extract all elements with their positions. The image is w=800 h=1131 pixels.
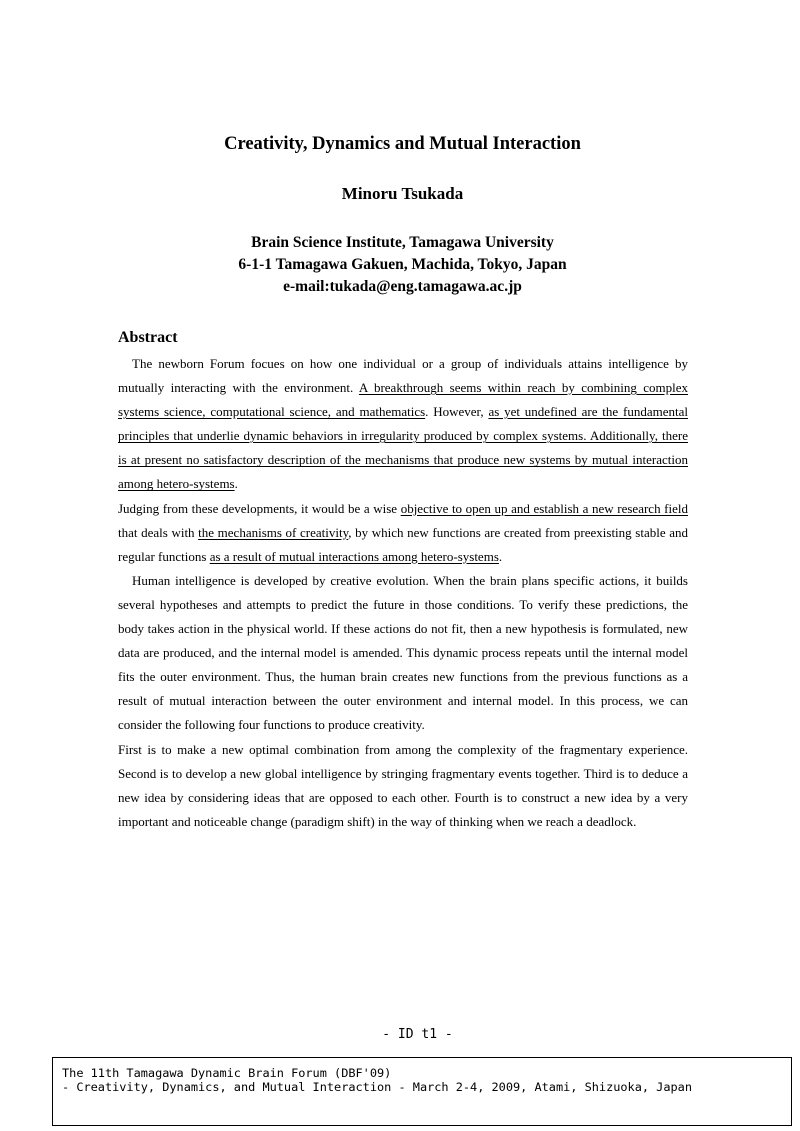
underlined-text: the mechanisms of creativity: [198, 524, 349, 540]
text-segment: Judging from these developments, it would be a wise: [118, 500, 401, 516]
text-segment: that deals with: [118, 524, 199, 540]
conference-footer: [52, 1057, 792, 1126]
abstract-paragraph: [118, 738, 688, 834]
affiliation-block: [0, 232, 800, 298]
abstract-heading: Abstract: [118, 329, 178, 346]
underlined-text: objective to open up and establish a new research field: [400, 500, 689, 516]
abstract-paragraph: [118, 352, 688, 497]
underlined-text: as a result of mutual interactions among hetero-systems: [209, 548, 499, 564]
author-name: Minoru Tsukada: [341, 184, 464, 203]
text-segment: .: [498, 548, 503, 564]
text-segment: First is to make a new optimal combination from among the complexity of the fragmentary experience. Second is to develop a new global intelligence by stringing fragmentary events together. Third is to deduce a new idea by considering ideas that are opposed to each other. Fourth is to construct a new idea by a very important and noticeable change (paradigm shift) in the way of thinking when we reach a deadlock.: [118, 741, 688, 829]
underlined-text: as yet undefined are the fundamental principles that underlie dynamic behaviors in irregularity produced by complex systems. Additionally, there is at present no satisfactory description of the mechanisms that produce new systems by mutual interaction among hetero-systems: [118, 404, 688, 492]
underlined-text: A breakthrough seems within reach by combining complex systems science, computational science, and mathematics: [118, 380, 688, 420]
abstract-paragraph: [118, 569, 688, 738]
affiliation-institute: Brain Science Institute, Tamagawa University: [251, 234, 554, 251]
text-segment: Human intelligence is developed by creative evolution. When the brain plans specific actions, it builds several hypotheses and attempts to predict the future in those conditions. To verify these predictions, the body takes action in the physical world. If these actions do not fit, then a new hypothesis is formulated, new data are produced, and the internal model is amended. This dynamic process repeats until the internal model fits the outer environment. Thus, the human brain creates new functions from the previous functions as a result of mutual interaction between the outer environment and internal model. In this process, we can consider the following four functions to produce creativity.: [118, 572, 688, 733]
text-segment: .: [234, 476, 238, 492]
footer-line-2: - Creativity, Dynamics, and Mutual Interaction - March 2-4, 2009, Atami, Shizuoka, Japan: [62, 1080, 692, 1094]
text-segment: , by which new functions are created from preexisting stable and regular functions: [118, 524, 688, 564]
text-segment: . However,: [425, 404, 489, 420]
abstract-paragraph: [118, 497, 688, 569]
footer-text: [62, 1066, 692, 1094]
paper-title: Creativity, Dynamics and Mutual Interaction: [224, 134, 581, 154]
affiliation-address: 6-1-1 Tamagawa Gakuen, Machida, Tokyo, Japan: [238, 256, 567, 273]
footer-line-1: The 11th Tamagawa Dynamic Brain Forum (DBF'09): [62, 1066, 392, 1080]
page-id: - ID t1 -: [382, 1027, 453, 1042]
affiliation-email: e-mail:tukada@eng.tamagawa.ac.jp: [283, 278, 522, 295]
text-segment: The newborn Forum focues on how one individual or a group of individuals attains intelligence by mutually interacting with the environment.: [118, 356, 688, 396]
abstract-body: [118, 352, 688, 834]
